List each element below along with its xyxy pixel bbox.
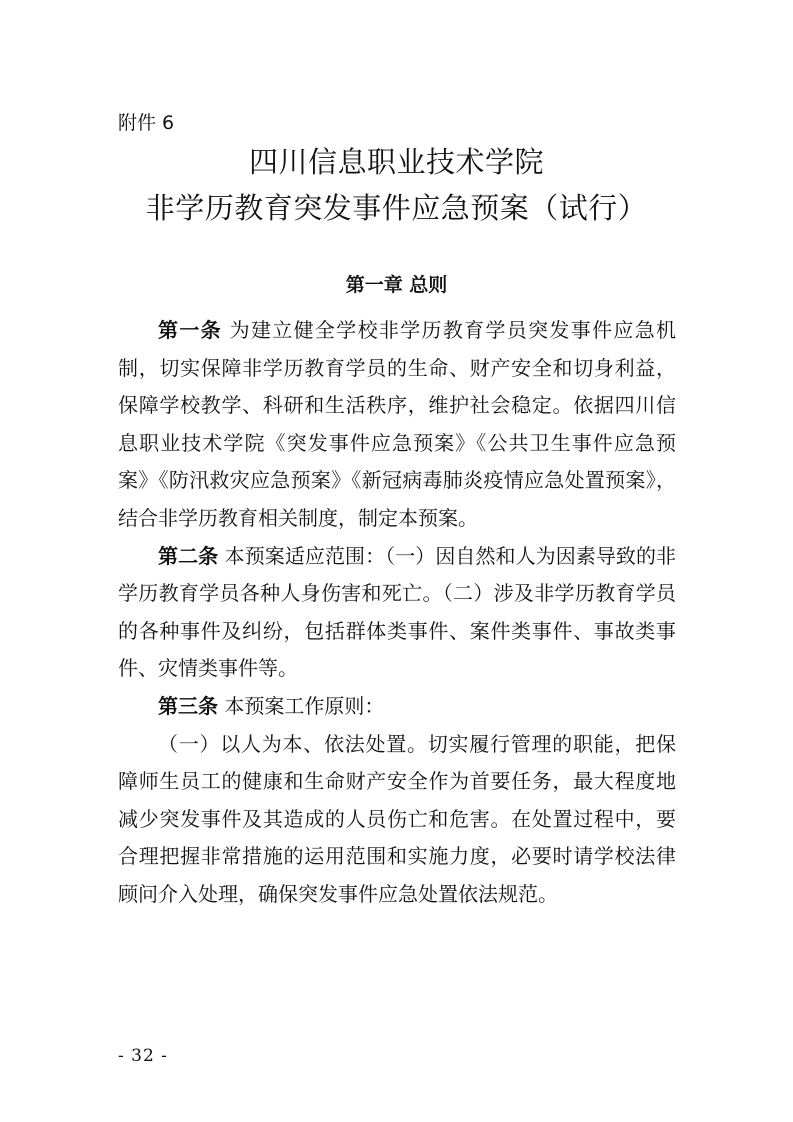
- article-3-text: 本预案工作原则：: [224, 693, 385, 718]
- document-body: [118, 312, 676, 914]
- document-title-line-1: 四川信息职业技术学院: [248, 145, 544, 179]
- article-1: [118, 312, 676, 538]
- chapter-heading: 第一章 总则: [345, 274, 448, 296]
- article-3-number: 第三条: [158, 693, 218, 718]
- principle-1: （一）以人为本、依法处置。切实履行管理的职能，把保障师生员工的健康和生命财产安全作为首要任务，最大程度地减少突发事件及其造成的人员伤亡和危害。在处置过程中，要合理把握非常措施的运用范围和实施力度，必要时请学校法律顾问介入处理，确保突发事件应急处置依法规范。: [118, 731, 676, 906]
- article-1-number: 第一条: [158, 318, 222, 342]
- article-2: [118, 538, 676, 688]
- attachment-label: 附件 6: [118, 112, 175, 134]
- article-3: [118, 688, 676, 726]
- document-title-line-2: 非学历教育突发事件应急预案（试行）: [145, 191, 648, 225]
- article-1-text: 为建立健全学校非学历教育学员突发事件应急机制，切实保障非学历教育学员的生命、财产安全和切身利益，保障学校教学、科研和生活秩序，维护社会稳定。依据四川信息职业技术学院《突发事件应急预案》《公共卫生事件应急预案》《防汛救灾应急预案》《新冠病毒肺炎疫情应急处置预案》，结合非学历教育相关制度，制定本预案。: [118, 318, 677, 530]
- article-2-text: 本预案适应范围：（一）因自然和人为因素导致的非学历教育学员各种人身伤害和死亡。（二）涉及非学历教育学员的各种事件及纠纷，包括群体类事件、案件类事件、事故类事件、灾情类事件等。: [118, 543, 677, 681]
- article-2-number: 第二条: [158, 543, 219, 568]
- page-number: - 32 -: [118, 1046, 168, 1066]
